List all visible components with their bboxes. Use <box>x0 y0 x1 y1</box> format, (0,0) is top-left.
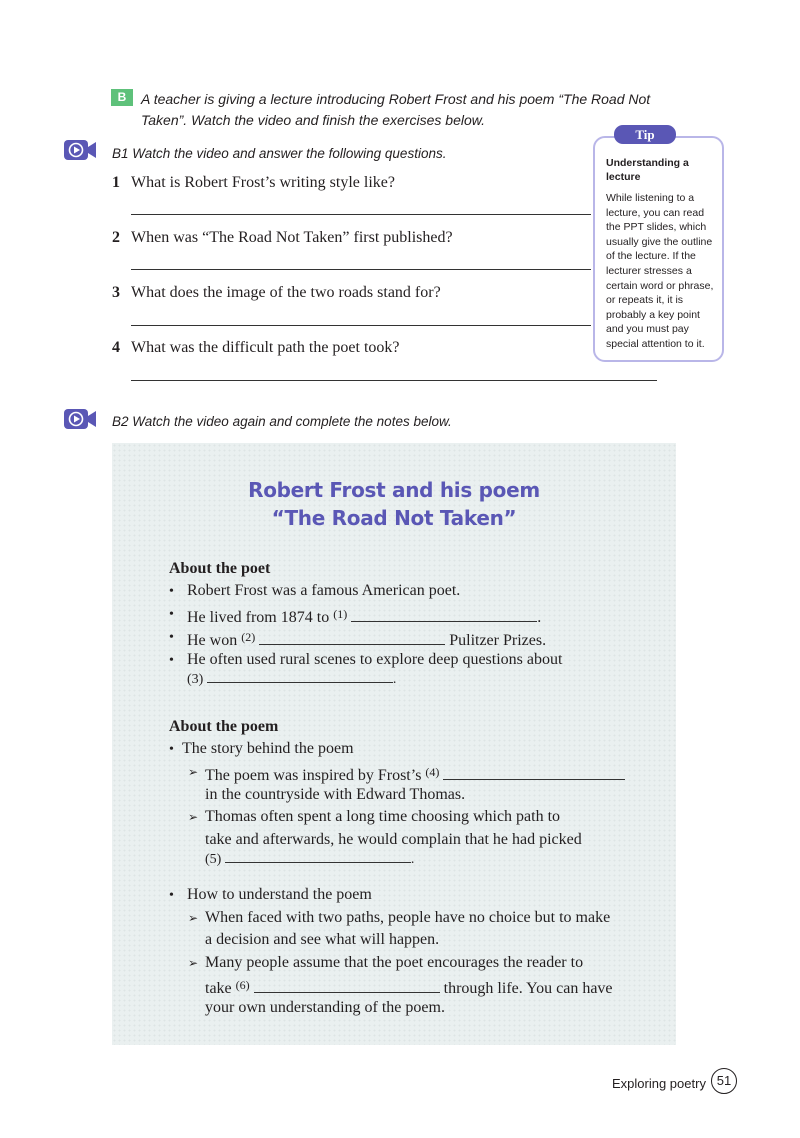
understand-heading: How to understand the poem <box>187 886 372 903</box>
answer-line[interactable] <box>131 214 591 215</box>
question-text: What is Robert Frost’s writing style like? <box>131 174 395 191</box>
bullet-icon: • <box>169 584 174 599</box>
video-camera-icon[interactable] <box>63 408 97 430</box>
poet-fact: He lived from 1874 to $^{(1)}$ . <box>187 607 542 626</box>
bullet-icon: • <box>169 630 174 645</box>
story-point: Thomas often spent a long time choosing which path to <box>205 808 561 825</box>
about-poet-heading: About the poet <box>169 560 271 577</box>
story-heading: The story behind the poem <box>182 740 354 757</box>
poet-fact: Robert Frost was a famous American poet. <box>187 582 461 599</box>
question-text: What does the image of the two roads stand for? <box>131 284 441 301</box>
question-number: 3 <box>112 284 120 301</box>
blank-number: (5) <box>205 852 222 867</box>
blank-number: (4) <box>425 765 440 779</box>
blank-number: (6) <box>235 978 250 992</box>
tip-body: While listening to a lecture, you can read the PPT slides, which usually give the outline of the lecture. If the lecturer stresses a certain word or phrase, or repeats it, it is probably a key point and you must pay special attention to it. <box>606 192 714 350</box>
page-number: 51 <box>711 1068 737 1094</box>
fill-blank-2[interactable] <box>259 630 445 645</box>
notes-title: Robert Frost and his poem <box>248 478 540 502</box>
arrow-bullet-icon: ➢ <box>188 765 199 779</box>
question-number: 4 <box>112 339 120 356</box>
fill-blank-3[interactable] <box>207 668 393 683</box>
fill-blank-5[interactable] <box>225 848 411 863</box>
about-poem-heading: About the poem <box>169 718 279 735</box>
question-number: 2 <box>112 229 120 246</box>
question-text: What was the difficult path the poet took? <box>131 339 400 356</box>
bullet-icon: • <box>169 888 174 903</box>
poet-fact-cont: (3) . <box>187 668 396 691</box>
bullet-icon: • <box>169 653 174 668</box>
blank-number: (1) <box>333 607 348 621</box>
understand-point-cont: your own understanding of the poem. <box>205 999 445 1016</box>
answer-line[interactable] <box>131 269 591 270</box>
understand-text: take <box>205 980 232 997</box>
section-badge: B <box>111 89 133 106</box>
tip-label: Tip <box>614 125 676 144</box>
blank-number: (2) <box>241 630 256 644</box>
arrow-bullet-icon: ➢ <box>188 911 199 925</box>
understand-point: Many people assume that the poet encourages the reader to <box>205 954 584 971</box>
understand-point: When faced with two paths, people have no choice but to make <box>205 909 611 926</box>
fill-blank-1[interactable] <box>351 607 537 622</box>
bullet-icon: • <box>169 607 174 622</box>
poet-fact-text: He won <box>187 632 238 649</box>
understand-point-cont: a decision and see what will happen. <box>205 931 440 948</box>
answer-line[interactable] <box>131 325 591 326</box>
blank-number: (3) <box>187 672 204 687</box>
question-number: 1 <box>112 174 120 191</box>
poet-fact-text: He lived from 1874 to <box>187 609 330 626</box>
notes-title-poem: “The Road Not Taken” <box>271 506 517 530</box>
poet-fact: He often used rural scenes to explore deep questions about <box>187 651 563 668</box>
question-text: When was “The Road Not Taken” first published? <box>131 229 453 246</box>
section-intro: A teacher is giving a lecture introducing Robert Frost and his poem “The Road Not Taken”. Watch the video and finish the exercises below. <box>141 91 651 128</box>
b2-heading: B2 Watch the video again and complete the notes below. <box>112 414 452 429</box>
understand-text: through life. You can have <box>443 980 613 997</box>
fill-blank-4[interactable] <box>443 765 625 780</box>
arrow-bullet-icon: ➢ <box>188 956 199 970</box>
video-camera-icon[interactable] <box>63 139 97 161</box>
tip-title: Understanding a lecture <box>606 157 689 183</box>
story-point-cont: take and afterwards, he would complain that he had picked <box>205 831 582 848</box>
footer-chapter: Exploring poetry <box>612 1076 706 1091</box>
b1-heading: B1 Watch the video and answer the following questions. <box>112 146 447 161</box>
bullet-icon: • <box>169 742 174 757</box>
answer-line[interactable] <box>131 380 657 381</box>
poet-fact-text: Pulitzer Prizes. <box>449 632 547 649</box>
fill-blank-6[interactable] <box>254 978 440 993</box>
story-point-cont: in the countryside with Edward Thomas. <box>205 786 466 803</box>
story-text: The poem was inspired by Frost’s <box>205 767 422 784</box>
story-point-cont: (5) . <box>205 848 414 871</box>
arrow-bullet-icon: ➢ <box>188 810 199 824</box>
